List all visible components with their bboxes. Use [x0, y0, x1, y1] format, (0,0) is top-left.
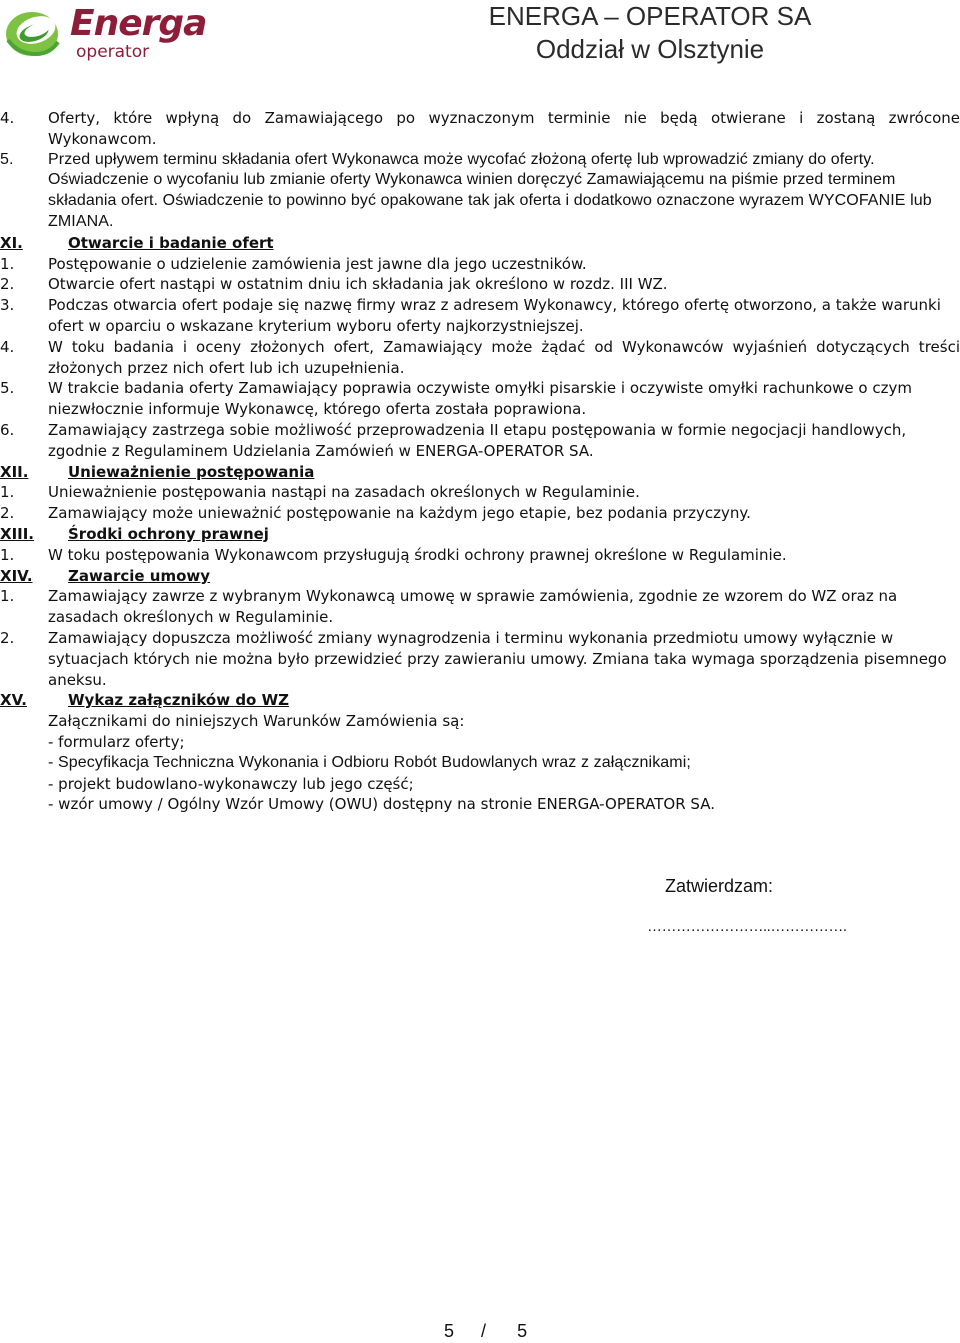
page-total: 5 — [517, 1321, 528, 1341]
energa-leaf-icon — [4, 4, 62, 60]
document-body — [0, 108, 960, 815]
page-current: 5 — [444, 1321, 455, 1341]
page-number — [444, 1321, 527, 1342]
list-item: 2. Zamawiający dopuszcza możliwość zmiany wynagrodzenia i terminu wykonania przedmiotu umowy wyłącznie w sytuacjach których nie można było przewidzieć przy zawieraniu umowy. Zmiana taka wymaga sporządzenia pisemnego aneksu. — [0, 628, 947, 689]
list-item: 6. Zamawiający zastrzega sobie możliwość przeprowadzenia II etapu postępowania w formie negocjacji handlowych, zgodnie z Regulaminem Udzielania Zamówień w ENERGA-OPERATOR SA. — [0, 420, 907, 460]
attachments-intro: Załącznikami do niniejszych Warunków Zamówienia są: — [48, 712, 465, 731]
list-item: 1. Zamawiający zawrze z wybranym Wykonawcą umowę w sprawie zamówienia, zgodnie ze wzorem do WZ oraz na zasadach określonych w Regulaminie. — [0, 587, 898, 627]
list-item: 1. Postępowanie o udzielenie zamówienia jest jawne dla jego uczestników. — [0, 254, 587, 273]
header-company: ENERGA – OPERATOR SA — [488, 1, 812, 31]
list-item: 1. Unieważnienie postępowania nastąpi na zasadach określonych w Regulaminie. — [0, 483, 640, 502]
logo-subtitle: operator — [76, 42, 150, 62]
list-item: 5. W trakcie badania oferty Zamawiający poprawia oczywiste omyłki pisarskie i oczywiste omyłki rachunkowe o czym niezwłocznie informuje Wykonawcę, którego oferta została poprawiona. — [0, 379, 912, 419]
list-item: 3. Podczas otwarcia ofert podaje się nazwę firmy wraz z adresem Wykonawcy, którego ofertę otworzono, a także warunki ofert w oparciu o wskazane kryterium wyboru oferty najkorzystniejszej. — [0, 296, 941, 335]
energa-logo — [4, 2, 207, 68]
list-item: 2. Zamawiający może unieważnić postępowanie na każdym jego etapie, bez podania przyczyny. — [0, 504, 751, 523]
signature-line: ……………………..……………. — [647, 918, 847, 935]
attachment-item: - formularz oferty; — [48, 732, 185, 751]
attachment-item: - Specyfikacja Techniczna Wykonania i Odbioru Robót Budowlanych wraz z załącznikami; — [48, 753, 691, 771]
list-item: 4. W toku badania i oceny złożonych ofert, Zamawiający może żądać od Wykonawców wyjaśnień dotyczących treści złożonych przez nich ofert lub ich uzupełnienia. — [0, 337, 960, 377]
attachment-item: - wzór umowy / Ogólny Wzór Umowy (OWU) dostępny na stronie ENERGA-OPERATOR SA. — [48, 795, 715, 814]
list-item: 4. Oferty, które wpłyną do Zamawiającego po wyznaczonym terminie nie będą otwierane i zostaną zwrócone Wykonawcom. — [0, 109, 960, 148]
list-item: 2. Otwarcie ofert nastąpi w ostatnim dniu ich składania jak określono w rozdz. III WZ. — [0, 275, 668, 294]
section-heading-xiii: XIII. Środki ochrony prawnej — [0, 524, 269, 543]
section-heading-xii: XII. Unieważnienie postępowania — [0, 462, 315, 481]
header-branch: Oddział w Olsztynie — [535, 34, 765, 64]
logo-wordmark: Energa — [70, 3, 207, 44]
approval-label: Zatwierdzam: — [665, 876, 774, 896]
page-separator: / — [481, 1321, 487, 1341]
section-heading-xi: XI. Otwarcie i badanie ofert — [0, 233, 274, 252]
list-item: 1. W toku postępowania Wykonawcom przysługują środki ochrony prawnej określone w Regulaminie. — [0, 545, 787, 564]
attachment-item: - projekt budowlano-wykonawczy lub jego część; — [48, 774, 414, 793]
section-heading-xiv: XIV. Zawarcie umowy — [0, 566, 211, 585]
section-heading-xv: XV. Wykaz załączników do WZ — [0, 691, 290, 710]
list-item: 5. Przed upływem terminu składania ofert Wykonawca może wycofać złożoną ofertę lub wprowadzić zmiany do oferty. Oświadczenie o wycofaniu lub zmianie oferty Wykonawca winien doręczyć Zamawiającemu na piśmie przed terminem składania ofert. Oświadczenie to powinno być opakowane tak jak oferta i dodatkowo oznaczone wyrazem WYCOFANIE lub ZMIANA. — [0, 150, 932, 230]
